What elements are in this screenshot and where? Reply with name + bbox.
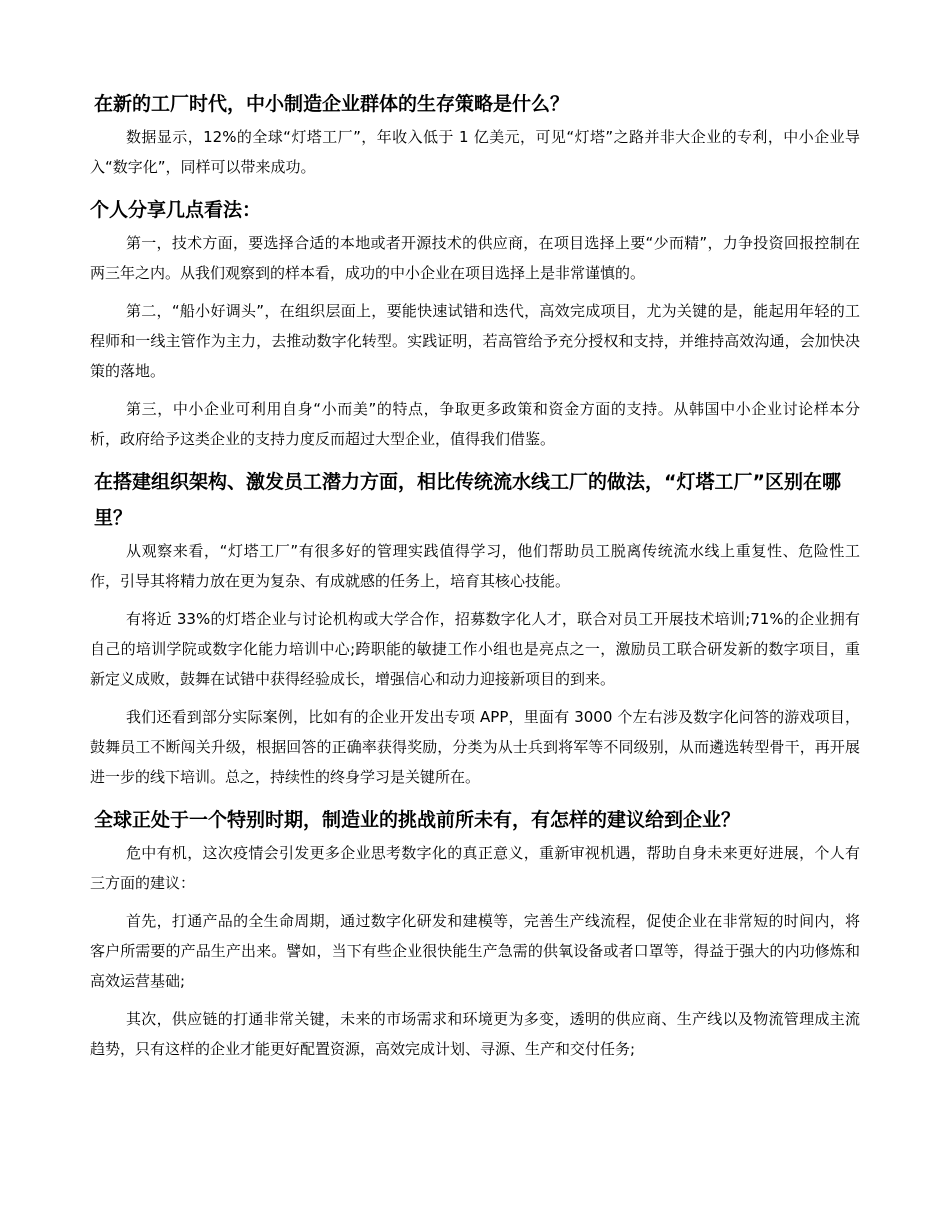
paragraph: 从观察来看，“灯塔工厂”有很多好的管理实践值得学习，他们帮助员工脱离传统流水线上重复性、危险性工作，引导其将精力放在更为复杂、有成就感的任务上，培育其核心技能。 bbox=[90, 542, 861, 590]
section-heading: 在新的工厂时代，中小制造企业群体的生存策略是什么？ bbox=[94, 93, 570, 115]
paragraph: 其次，供应链的打通非常关键，未来的市场需求和环境更为多变，透明的供应商、生产线以及物流管理成主流趋势，只有这样的企业才能更好配置资源，高效完成计划、寻源、生产和交付任务; bbox=[90, 1010, 860, 1058]
paragraph: 第三，中小企业可利用自身“小而美”的特点，争取更多政策和资金方面的支持。从韩国中小企业讨论样本分析，政府给予这类企业的支持力度反而超过大型企业，值得我们借鉴。 bbox=[90, 400, 860, 448]
paragraph: 有将近 33%的灯塔企业与讨论机构或大学合作，招募数字化人才，联合对员工开展技术培训;71%的企业拥有自己的培训学院或数字化能力培训中心;跨职能的敏捷工作小组也是亮点之一，激励员工联合研发新的数字项目，重新定义成败，鼓舞在试错中获得经验成长，增强信心和动力迎接新项目的到来。 bbox=[90, 610, 860, 688]
section-heading: 全球正处于一个特别时期，制造业的挑战前所未有，有怎样的建议给到企业？ bbox=[94, 809, 741, 831]
paragraph: 我们还看到部分实际案例，比如有的企业开发出专项 APP，里面有 3000 个左右涉及数字化问答的游戏项目，鼓舞员工不断闯关升级，根据回答的正确率获得奖励，分类为从士兵到将军等不同级别，从而遴选转型骨干，再开展进一步的线下培训。总之，持续性的终身学习是关键所在。 bbox=[90, 708, 860, 786]
paragraph: 首先，打通产品的全生命周期，通过数字化研发和建模等，完善生产线流程，促使企业在非常短的时间内，将客户所需要的产品生产出来。譬如，当下有些企业很快能生产急需的供氧设备或者口罩等，得益于强大的内功修炼和高效运营基础; bbox=[90, 912, 860, 990]
document-page bbox=[90, 86, 860, 1064]
paragraph: 第一，技术方面，要选择合适的本地或者开源技术的供应商，在项目选择上要“少而精”，力争投资回报控制在两三年之内。从我们观察到的样本看，成功的中小企业在项目选择上是非常谨慎的。 bbox=[90, 234, 860, 282]
paragraph: 数据显示，12%的全球“灯塔工厂”，年收入低于 1 亿美元，可见“灯塔”之路并非大企业的专利，中小企业导入“数字化”，同样可以带来成功。 bbox=[90, 128, 860, 176]
paragraph: 危中有机，这次疫情会引发更多企业思考数字化的真正意义，重新审视机遇，帮助自身未来更好进展，个人有三方面的建议： bbox=[90, 844, 860, 892]
section-heading: 个人分享几点看法： bbox=[90, 199, 262, 221]
section-heading: 在搭建组织架构、激发员工潜力方面，相比传统流水线工厂的做法，“灯塔工厂”区别在哪里？ bbox=[94, 471, 841, 529]
paragraph: 第二，“船小好调头”，在组织层面上，要能快速试错和迭代，高效完成项目，尤为关键的是，能起用年轻的工程师和一线主管作为主力，去推动数字化转型。实践证明，若高管给予充分授权和支持，并维持高效沟通，会加快决策的落地。 bbox=[90, 302, 860, 380]
